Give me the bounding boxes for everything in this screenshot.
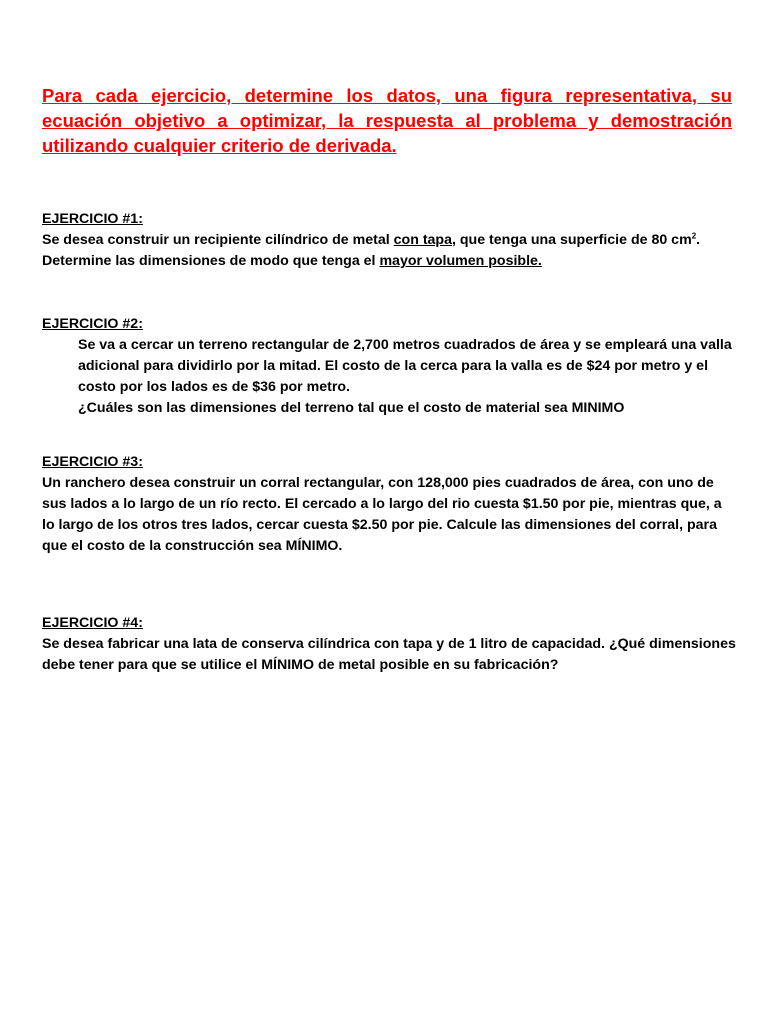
instructions-heading: Para cada ejercicio, determine los datos, una figura representativa, su ecuación objetivo a optimizar, la respuesta al problema y demostración utilizando cualquier criterio de derivada. [42,85,732,156]
exercise-1-text [42,230,736,272]
exercise-1-superscript: 2 [691,231,697,241]
exercise-2-question: ¿Cuáles son las dimensiones del terreno tal que el costo de material sea MINIMO [78,400,625,416]
exercise-4 [42,613,736,676]
exercise-3-text: Un ranchero desea construir un corral rectangular, con 128,000 pies cuadrados de área, con uno de sus lados a lo largo de un río recto. El cercado a lo largo del rio cuesta $1.50 por pie, mientras que, a lo largo de los otros tres lados, cercar cuesta $2.50 por pie. Calcule las dimensiones del corral, para que el costo de la construcción sea MÍNIMO. [42,475,722,554]
exercise-2 [42,314,736,419]
exercise-4-title: EJERCICIO #4: [42,615,143,631]
exercise-1 [42,209,736,272]
exercise-3-title: EJERCICIO #3: [42,454,143,470]
exercise-2-title: EJERCICIO #2: [42,316,143,332]
exercise-1-title: EJERCICIO #1: [42,211,143,227]
exercise-2-text: Se va a cercar un terreno rectangular de 2,700 metros cuadrados de área y se empleará una valla adicional para dividirlo por la mitad. El costo de la cerca para la valla es de $24 por metro y el costo por los lados es de $36 por metro. [78,337,732,395]
exercise-1-text-part: . Determine las dimensiones de modo que tenga el [42,232,701,269]
exercise-3 [42,452,736,557]
exercise-1-text-part: , que tenga una superficie de 80 cm [452,232,692,248]
exercise-1-text-part: Se desea construir un recipiente cilíndrico de metal [42,232,394,248]
exercise-1-underline-volume: mayor volumen posible. [379,253,542,269]
exercise-1-underline-lid: con tapa [393,232,452,248]
exercise-4-text: Se desea fabricar una lata de conserva cilíndrica con tapa y de 1 litro de capacidad. ¿Qué dimensiones debe tener para que se utilice el MÍNIMO de metal posible en su fabricación? [42,636,736,673]
